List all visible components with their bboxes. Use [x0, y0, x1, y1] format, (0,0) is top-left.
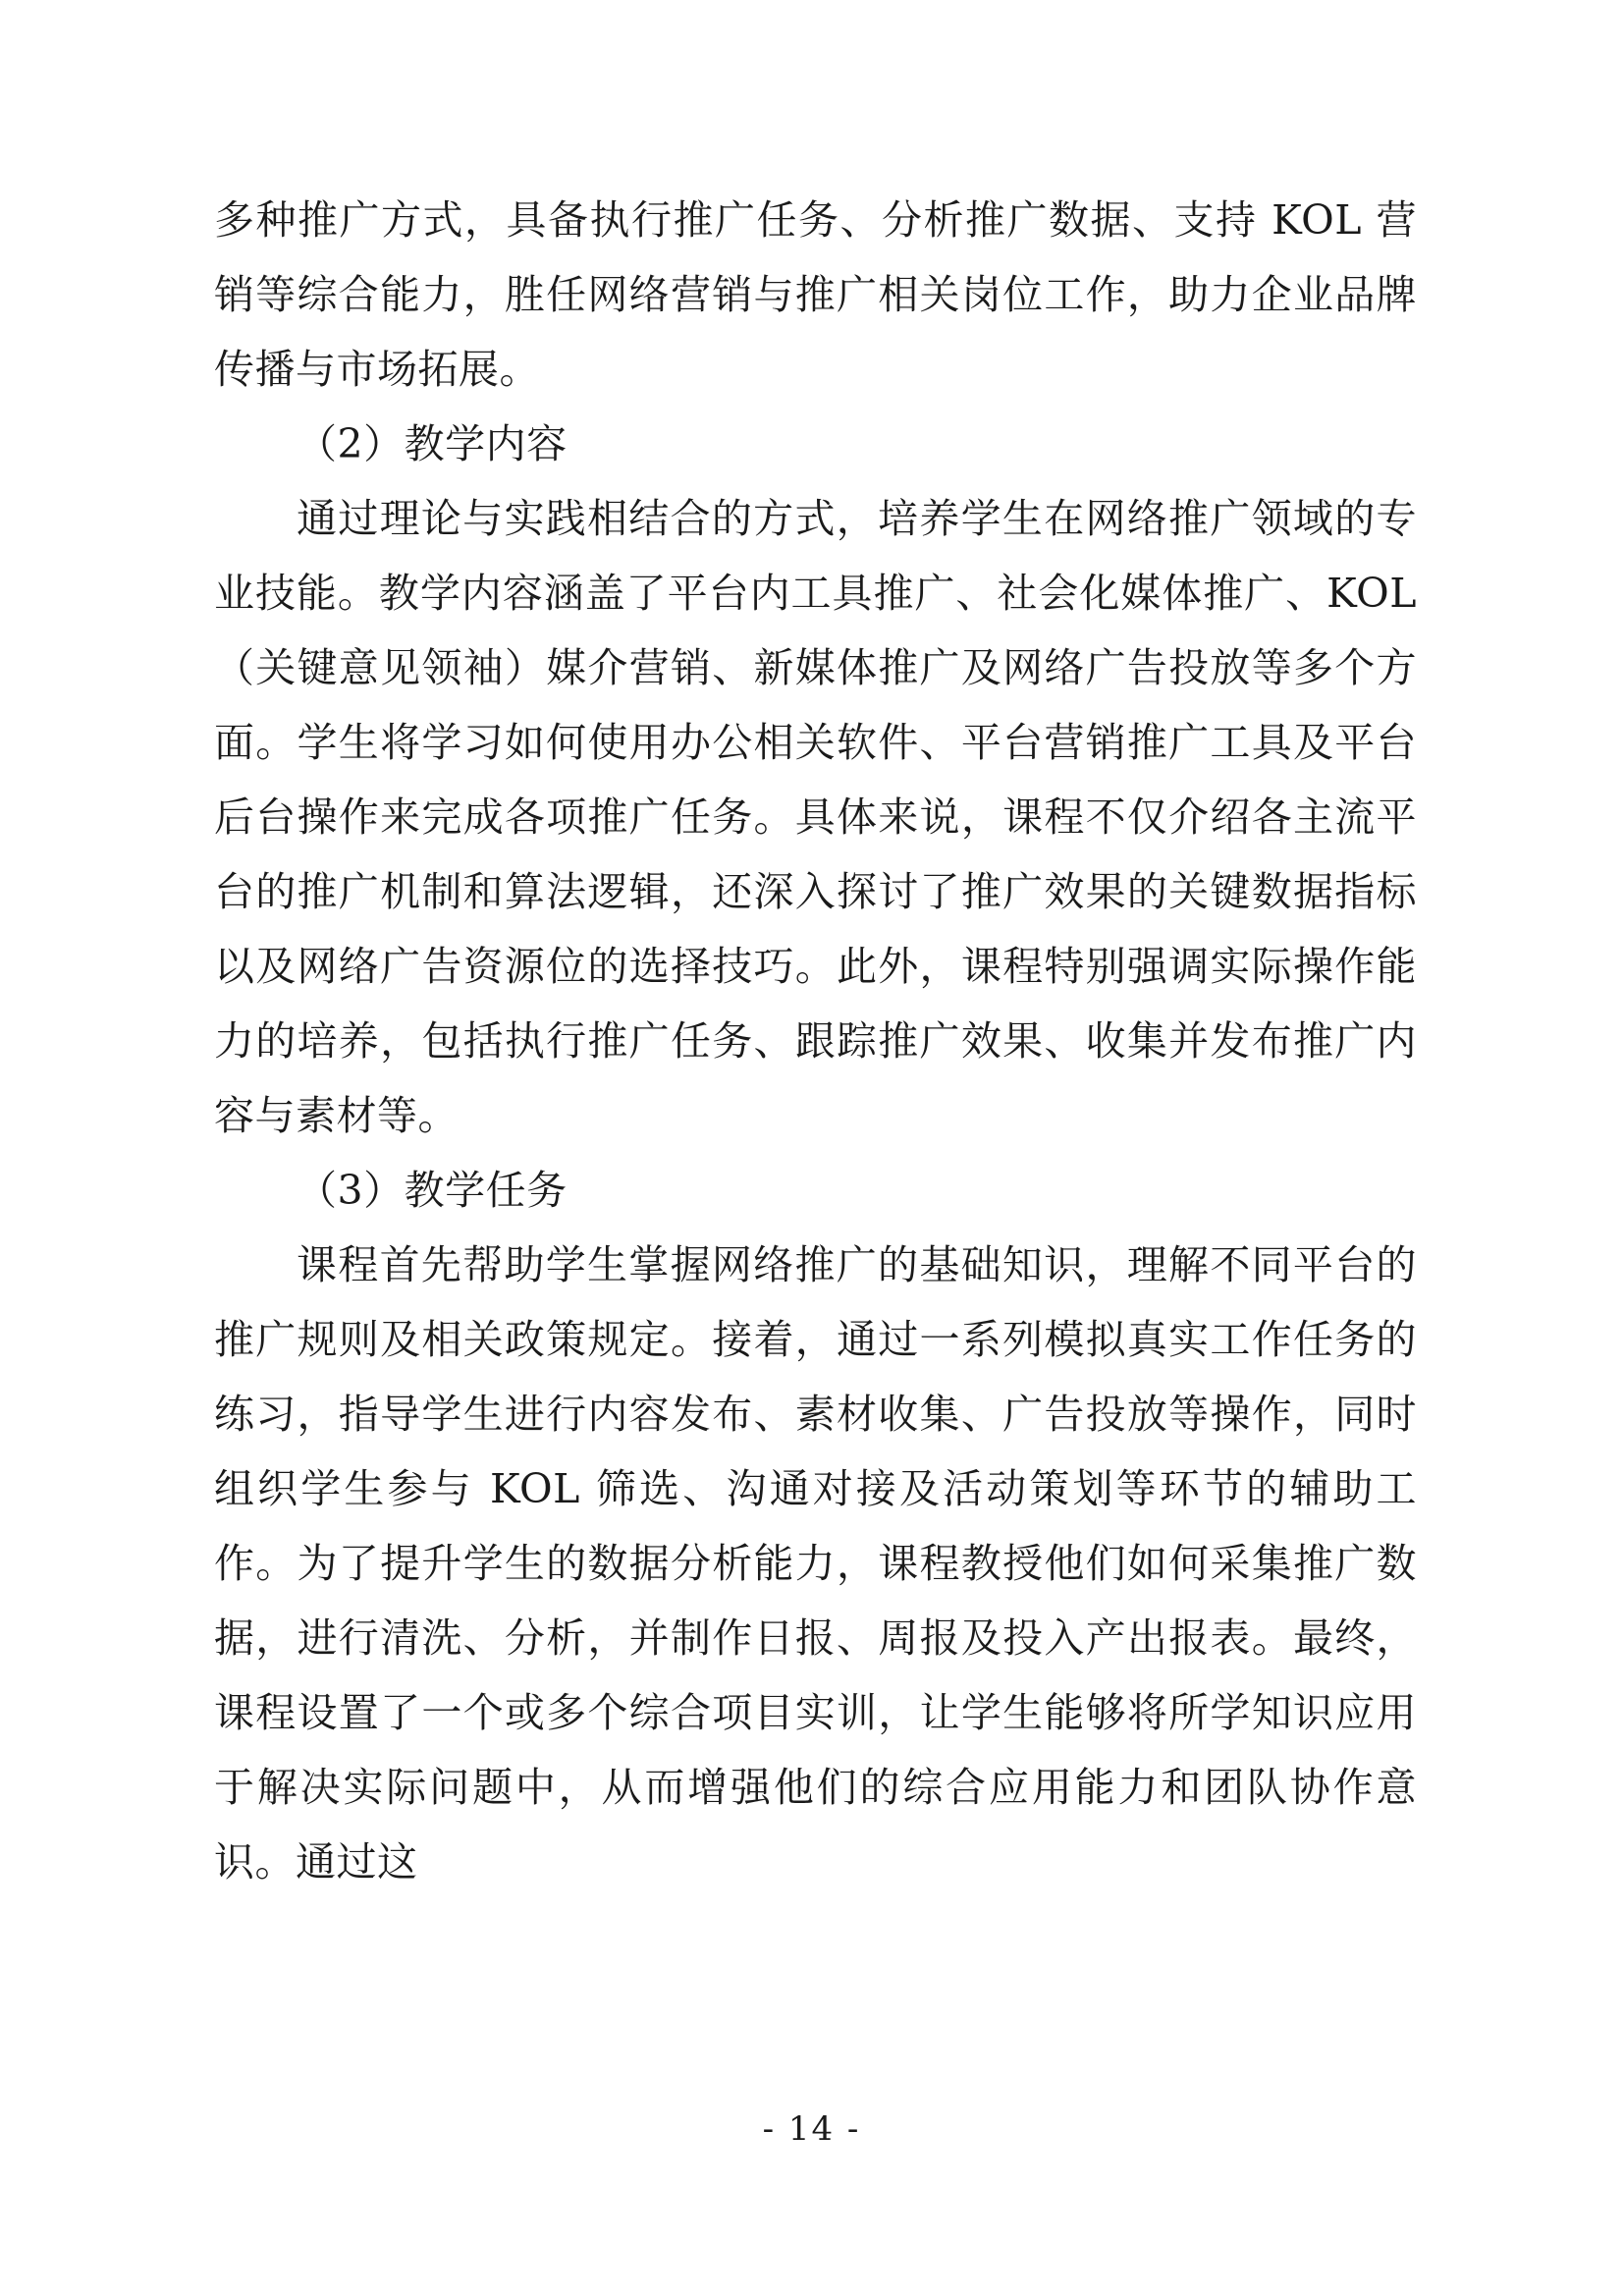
page-body — [214, 183, 1417, 1899]
paragraph-teaching-task: 课程首先帮助学生掌握网络推广的基础知识，理解不同平台的推广规则及相关政策规定。接着，通过一系列模拟真实工作任务的练习，指导学生进行内容发布、素材收集、广告投放等操作，同时组织学生参与 KOL 筛选、沟通对接及活动策划等环节的辅助工作。为了提升学生的数据分析能力，课程教授他们如何采集推广数据，进行清洗、分析，并制作日报、周报及投入产出报表。最终，课程设置了一个或多个综合项目实训，让学生能够将所学知识应用于解决实际问题中，从而增强他们的综合应用能力和团队协作意识。通过这 — [214, 1241, 1417, 1886]
page-number: - 14 - — [762, 2109, 861, 2149]
heading-teaching-content: （2）教学内容 — [297, 420, 568, 467]
heading-teaching-task: （3）教学任务 — [297, 1167, 568, 1214]
paragraph-continuation: 多种推广方式，具备执行推广任务、分析推广数据、支持 KOL 营销等综合能力，胜任网络营销与推广相关岗位工作，助力企业品牌传播与市场拓展。 — [214, 196, 1417, 393]
paragraph-teaching-content: 通过理论与实践相结合的方式，培养学生在网络推广领域的专业技能。教学内容涵盖了平台内工具推广、社会化媒体推广、KOL（关键意见领袖）媒介营销、新媒体推广及网络广告投放等多个方面。学生将学习如何使用办公相关软件、平台营销推广工具及平台后台操作来完成各项推广任务。具体来说，课程不仅介绍各主流平台的推广机制和算法逻辑，还深入探讨了推广效果的关键数据指标以及网络广告资源位的选择技巧。此外，课程特别强调实际操作能力的培养，包括执行推广任务、跟踪推广效果、收集并发布推广内容与素材等。 — [214, 495, 1417, 1139]
